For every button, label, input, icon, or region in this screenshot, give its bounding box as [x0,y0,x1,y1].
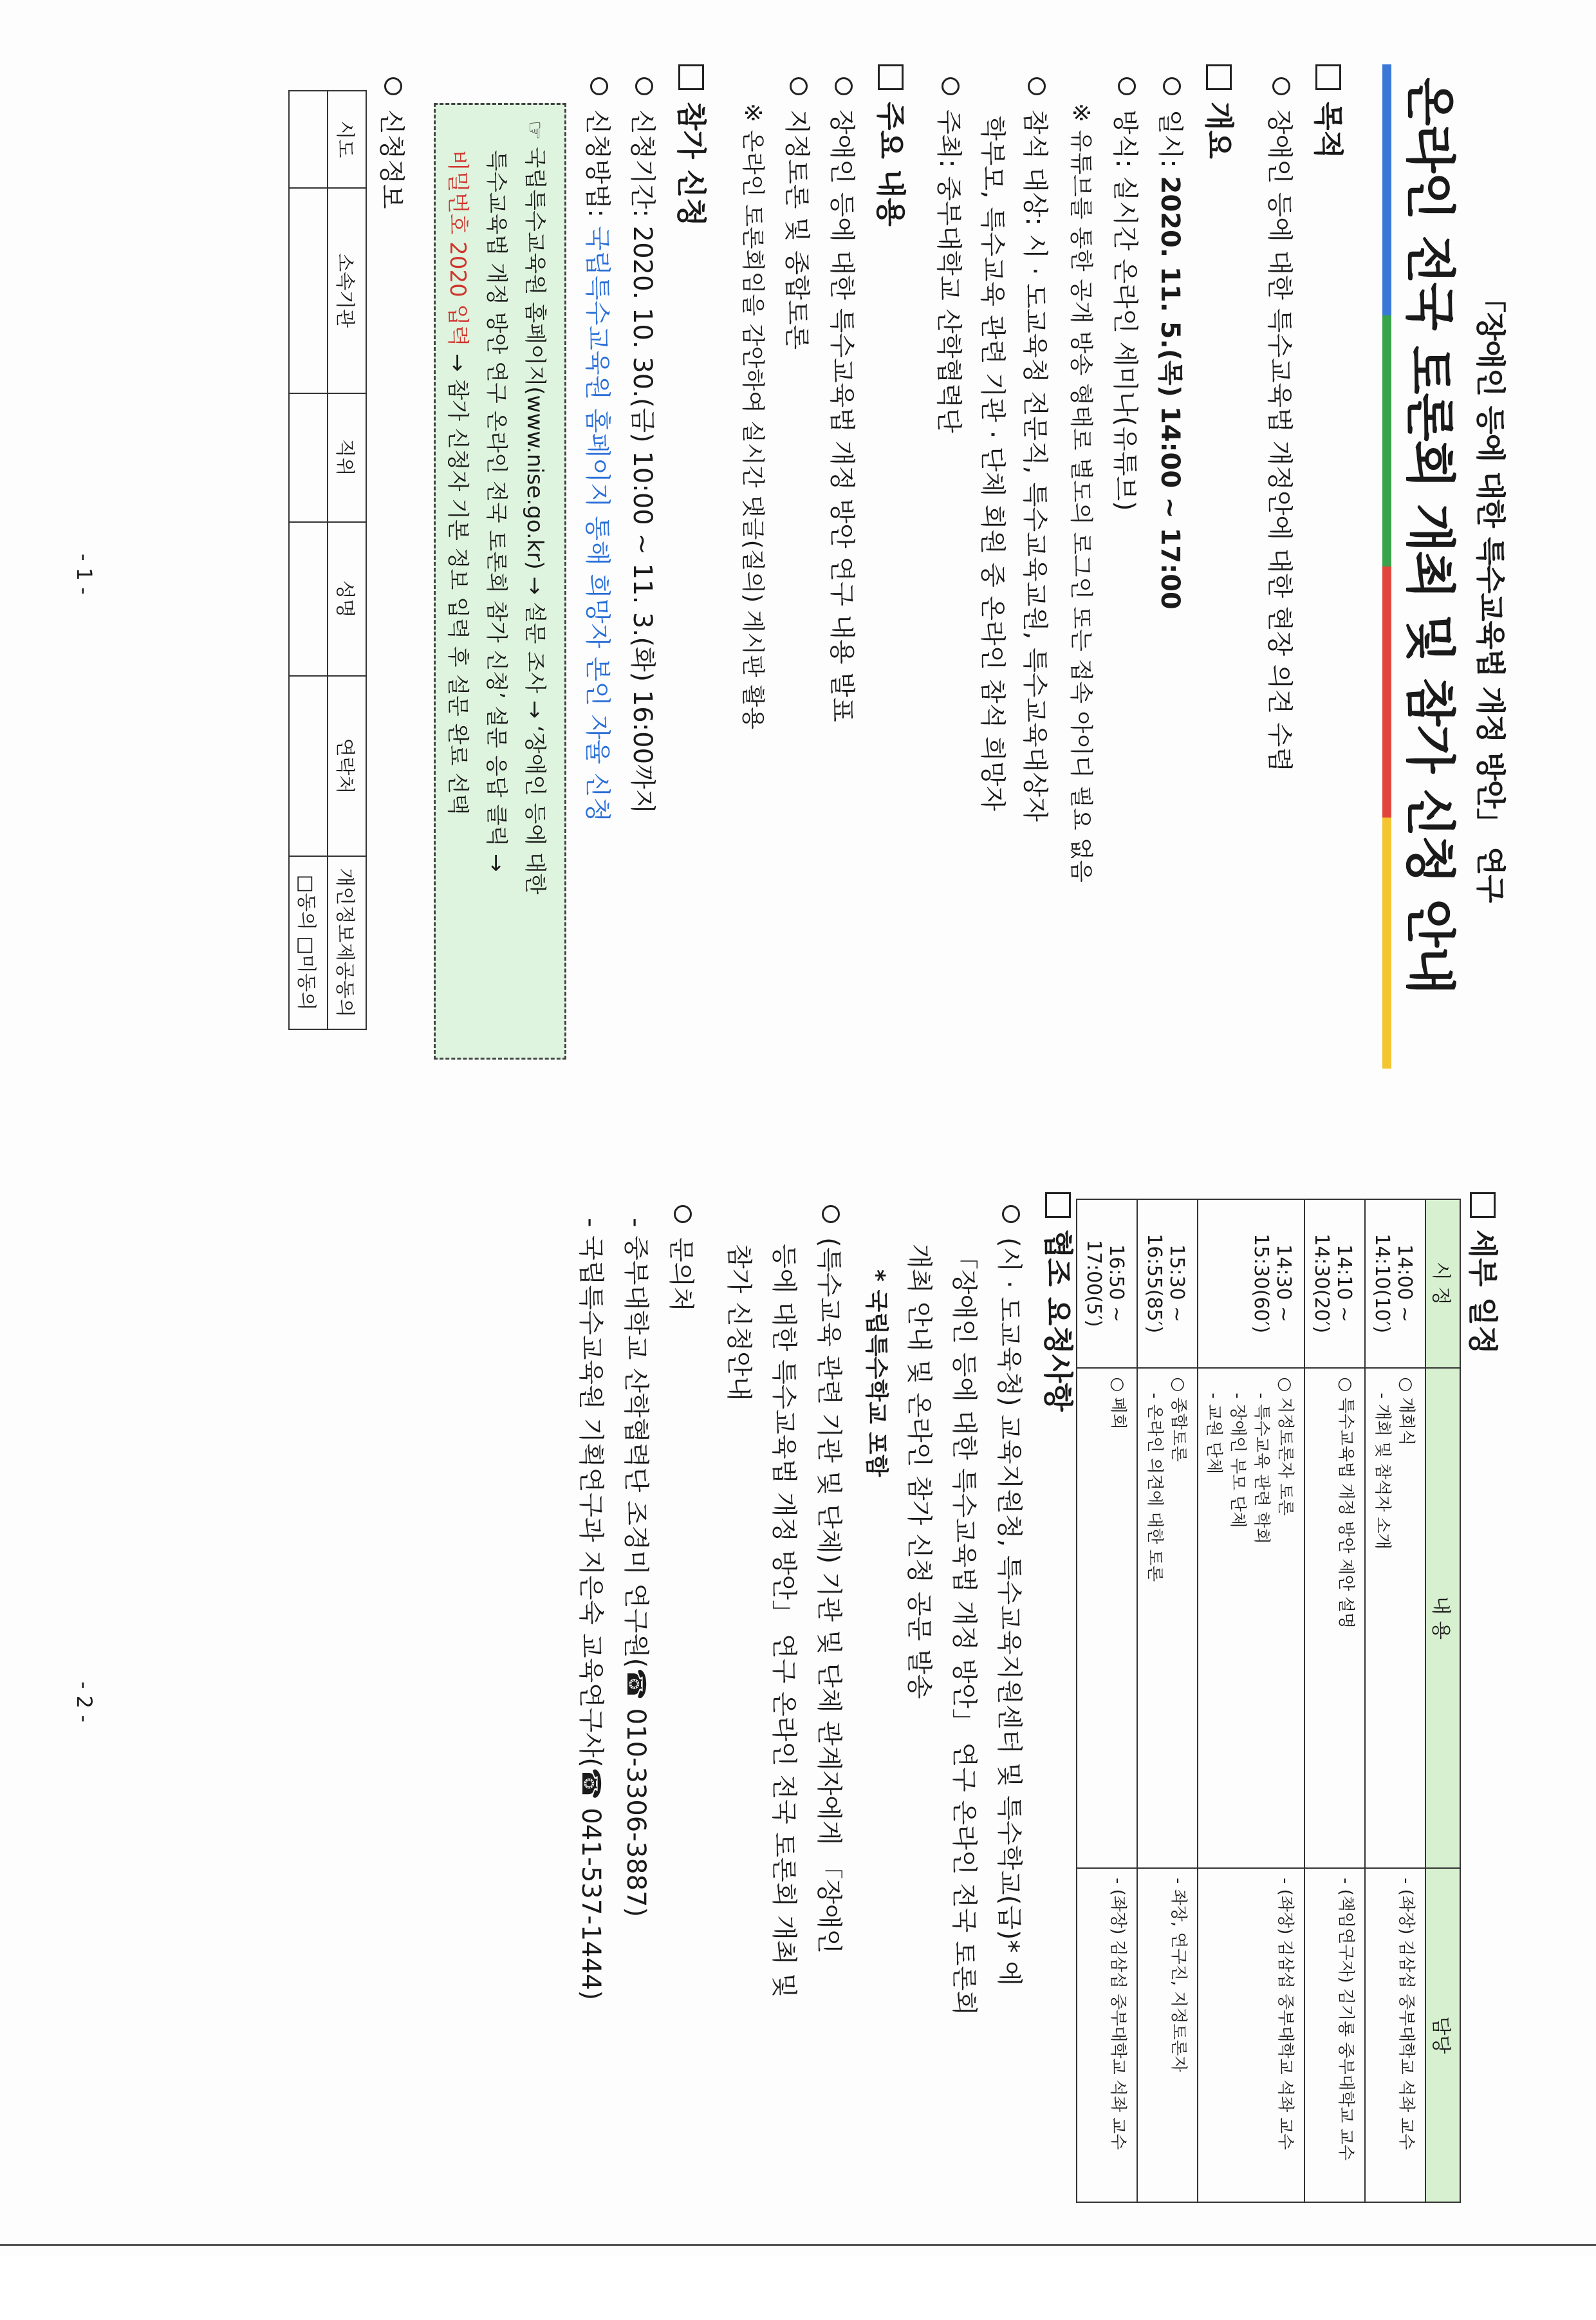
schedule-time: 14:30 ~ 15:30(60′) [1198,1199,1304,1368]
checkbox-square-icon [1045,1192,1071,1218]
overview-target: 참석 대상: 시 · 도교육청 전문직, 특수교육교원, 특수교육대상자 [1019,77,1055,822]
page-2 [0,1192,1532,2320]
schedule-col-content: 내 용 [1425,1368,1460,1868]
overview-heading: 개요 [1200,64,1242,159]
table-row [1137,1199,1198,2202]
purpose-heading: 목적 [1309,64,1351,159]
schedule-content: ○ 폐회 [1077,1368,1137,1868]
page-number: - 1 - [72,554,97,595]
info-cell[interactable] [289,522,328,677]
color-bar-red [1382,566,1391,818]
main-heading: 주요 내용 [871,64,914,227]
schedule-time: 15:30 ~ 16:55(85′) [1137,1199,1198,1368]
schedule-time: 14:10 ~ 14:30(20′) [1304,1199,1365,1368]
document-title: 온라인 전국 토론회 개최 및 참가 신청 안내 [1400,77,1458,994]
table-row [1365,1199,1425,2202]
schedule-time: 14:00 ~ 14:10(10′) [1365,1199,1425,1368]
schedule-content: ○ 종합토론 - 온라인 의견에 대한 토론 [1137,1368,1198,1868]
overview-method: 방식: 실시간 온라인 세미나(유튜브) [1109,77,1146,511]
info-table [288,90,367,1030]
circle-bullet-icon [942,77,960,95]
circle-bullet-icon [835,77,853,95]
info-heading: 신청정보 [375,77,412,209]
apply-period: 신청기간: 2020. 10. 30.(금) 10:00 ~ 11. 3.(화) 16:00까지 [626,77,663,814]
circle-bullet-icon [674,1205,692,1223]
circle-bullet-icon [822,1205,840,1223]
coop-item-2-cont: 등에 대한 특수교육법 개정 방안」 연구 온라인 전국 토론회 개최 및 [769,1244,799,1998]
contact-label: 문의처 [665,1205,701,1312]
main-item-1: 장애인 등에 대한 특수교육법 개정 방안 연구 내용 발표 [826,77,862,722]
apply-method: 신청방법: 국립특수교육원 홈페이지 통해 희망자 본인 자율 신청 [581,77,618,822]
overview-note: ※ 유튜브를 통한 공개 방송 형태로 별도의 로그인 또는 접속 아이디 필요 없음 [1068,103,1094,883]
circle-bullet-icon [635,77,653,95]
info-col-position: 직위 [328,393,366,522]
schedule-time: 16:50 ~ 17:00(5′) [1077,1199,1137,1368]
table-row [1077,1199,1137,2202]
password-hint: 비밀번호 2020 입력 [445,150,470,347]
info-col-name: 성명 [328,522,366,677]
main-item-2: 지정토론 및 종합토론 [781,77,817,350]
circle-bullet-icon [790,77,808,95]
info-col-consent: 개인정보제공동의 [328,856,366,1029]
coop-item-2: (특수교육 관련 기관 및 단체) 기관 및 단체 관계자에게 「장애인 [813,1205,849,1954]
main-note: ※ 온라인 토론회임을 감안하여 실시간 댓글(질의) 게시판 활용 [739,103,766,729]
info-col-sido: 시도 [328,91,366,188]
schedule-person: - (책임연구자) 김기룡 중부대학교 교수 [1304,1868,1365,2202]
coop-item-1: (시 · 도교육청) 교육지원청, 특수교육지원센터 및 특수학교(급)* 에 [993,1205,1030,1986]
consent-checkboxes[interactable]: □동의 □미동의 [289,856,328,1029]
apply-instruction-box [434,103,566,1060]
overview-host: 주최: 중부대학교 산학협력단 [933,77,969,433]
circle-bullet-icon [1272,77,1290,95]
page-1 [0,64,1532,1192]
contact-2: - 국립특수교육원 기획연구과 지은숙 교육연구사(☎ 041-537-1444) [576,1218,606,2001]
info-cell[interactable] [289,676,328,856]
coop-item-1-cont2: 개최 안내 및 온라인 참가 신청 공문 발송 [904,1244,934,1699]
info-cell[interactable] [289,393,328,522]
table-row [1304,1199,1365,2202]
schedule-table [1076,1199,1461,2203]
schedule-person: - 좌장, 연구진, 지정토론자 [1137,1868,1198,2202]
color-bar-blue [1382,64,1391,315]
box-line-3: 비밀번호 2020 입력 → 참가 신청자 기본 정보 입력 후 설문 완료 선택 [445,150,470,815]
checkbox-square-icon [1470,1192,1496,1218]
apply-method-link[interactable]: 국립특수교육원 홈페이지 통해 희망자 본인 자율 신청 [582,225,612,823]
circle-bullet-icon [1002,1205,1020,1223]
coop-note: * 국립특수학교 포함 [863,1269,889,1477]
title-color-bar [1382,64,1391,1069]
overview-date: 일시: 2020. 11. 5.(목) 14:00 ~ 17:00 [1154,77,1191,610]
color-bar-green [1382,315,1391,566]
schedule-content: ○ 지정토론자 토론 - 특수교육 관련 학회 - 장애인 부모 단체 - 교원 단체 [1198,1368,1304,1868]
schedule-heading: 세부 일정 [1463,1192,1506,1354]
checkbox-square-icon [878,64,904,90]
schedule-person: - (좌장) 김삼섭 중부대학교 석좌 교수 [1365,1868,1425,2202]
schedule-person: - (좌장) 김삼섭 중부대학교 석좌 교수 [1077,1868,1137,2202]
schedule-content: ○ 개회식 - 개회 및 참석자 소개 [1365,1368,1425,1868]
checkbox-square-icon [678,64,704,90]
coop-item-2-cont2: 참가 신청안내 [724,1244,754,1401]
purpose-item: 장애인 등에 대한 특수교육법 개정안에 대한 현장 의견 수렴 [1263,77,1300,772]
color-bar-yellow [1382,818,1391,1069]
coop-item-1-cont: 「장애인 등에 대한 특수교육법 개정 방안」 연구 온라인 전국 토론회 [949,1244,979,2016]
apply-heading: 참가 신청 [672,64,714,227]
schedule-col-person: 담당 [1425,1868,1460,2202]
checkbox-square-icon [1206,64,1232,90]
info-cell[interactable] [289,188,328,393]
overview-target-cont: 학부모, 특수교육 관련 기관 · 단체 회원 중 온라인 참석 희망자 [978,116,1007,811]
contact-1: - 중부대학교 산학협력단 조경미 연구원(☎ 010-3306-3887) [621,1218,651,1918]
circle-bullet-icon [1163,77,1181,95]
info-col-org: 소속기관 [328,188,366,393]
box-line-1: ☞ 국립특수교육원 홈페이지(www.nise.go.kr) → 설문 조사 → ‘장애인 등에 대한 [522,120,548,895]
box-line-2: 특수교육법 개정 방안 연구 온라인 전국 토론회 참가 신청’ 설문 응답 클릭 → [483,150,509,872]
schedule-col-time: 시 정 [1425,1199,1460,1368]
circle-bullet-icon [590,77,608,95]
schedule-content: ○ 특수교육법 개정 방안 제안 설명 [1304,1368,1365,1868]
circle-bullet-icon [1028,77,1046,95]
document-subtitle: 「장애인 등에 대한 특수교육법 개정 방안」 연구 [1473,283,1508,903]
circle-bullet-icon [1118,77,1136,95]
checkbox-square-icon [1315,64,1341,90]
page-number: - 2 - [72,1681,97,1723]
info-col-contact: 연락처 [328,676,366,856]
circle-bullet-icon [384,77,402,95]
table-row [1198,1199,1304,2202]
coop-heading: 협조 요청사항 [1039,1192,1081,1412]
info-cell[interactable] [289,91,328,188]
schedule-person: - (좌장) 김삼섭 중부대학교 석좌 교수 [1198,1868,1304,2202]
